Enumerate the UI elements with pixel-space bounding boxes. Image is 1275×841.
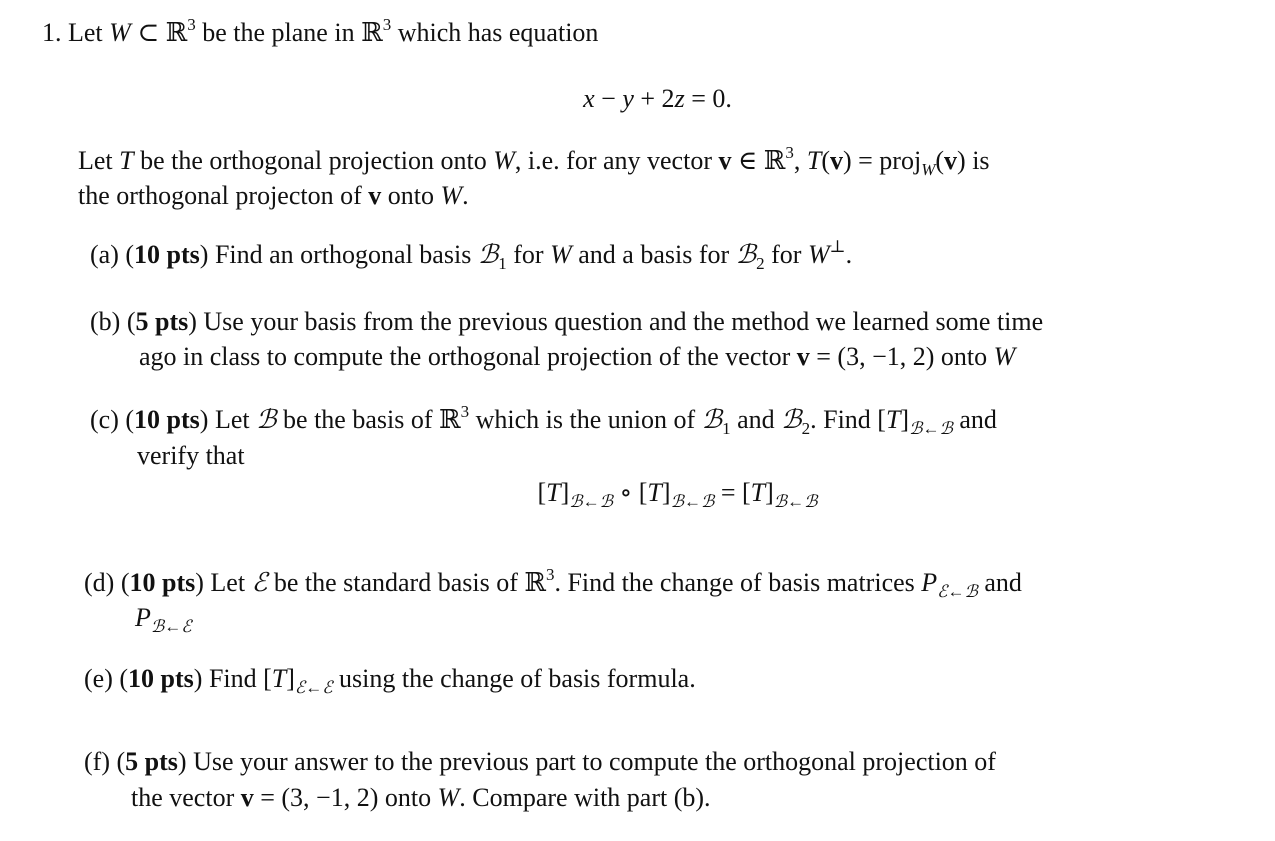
part-e-label: (e) [84, 664, 113, 693]
part-f-label: (f) [84, 747, 110, 776]
part-d-line2: $P_{ℬ\leftarrow ℰ}$ [135, 603, 192, 637]
part-c-line2: verify that [137, 441, 245, 470]
part-b-line1: (b) (5 pts) Use your basis from the previous question and the method we learned some time [90, 307, 1044, 336]
part-f-line1: (f) (5 pts) Use your answer to the previous part to compute the orthogonal projection of [84, 747, 996, 776]
part-d-label: (d) [84, 568, 115, 597]
part-b-label: (b) [90, 307, 121, 336]
part-c-equation: $[T]_{ℬ\leftarrow ℬ}$ ∘ $[T]_{ℬ\leftarrow ℬ} = [T]_{ℬ\leftarrow ℬ}$ [537, 478, 818, 512]
part-e: (e) (10 pts) Find $[T]_{ℰ\leftarrow ℰ}$ using the change of basis formula. [84, 664, 696, 698]
problem-number: 1. [42, 18, 62, 47]
part-b-line2: ago in class to compute the orthogonal projection of the vector v = (3, −1, 2) onto W [139, 342, 1016, 371]
problem-statement-line2: the orthogonal projecton of v onto W. [78, 181, 469, 210]
problem-statement-line1: Let T be the orthogonal projection onto W, i.e. for any vector v ∈ ℝ$^3$, T(v) = proj$_W$(v) is [78, 143, 990, 179]
plane-equation: x − y + 2z = 0. [583, 84, 732, 113]
part-a: (a) (10 pts) Find an orthogonal basis ℬ$_1$ for W and a basis for ℬ$_2$ for W⊥. [90, 237, 853, 273]
part-d-line1: (d) (10 pts) Let ℰ be the standard basis of ℝ$^3$. Find the change of basis matrices $P_{ℰ\leftarrow ℬ}$ and [84, 565, 1022, 602]
part-c-label: (c) [90, 405, 119, 434]
part-a-label: (a) [90, 240, 119, 269]
problem-intro: 1. Let W ⊂ ℝ$^3$ be the plane in ℝ$^3$ which has equation [42, 15, 599, 47]
part-f-line2: the vector v = (3, −1, 2) onto W. Compare with part (b). [131, 783, 711, 812]
part-c-line1: (c) (10 pts) Let ℬ be the basis of ℝ$^3$ which is the union of ℬ$_1$ and ℬ$_2$. Find $[T]_{ℬ\leftarrow ℬ}$ and [90, 402, 997, 439]
